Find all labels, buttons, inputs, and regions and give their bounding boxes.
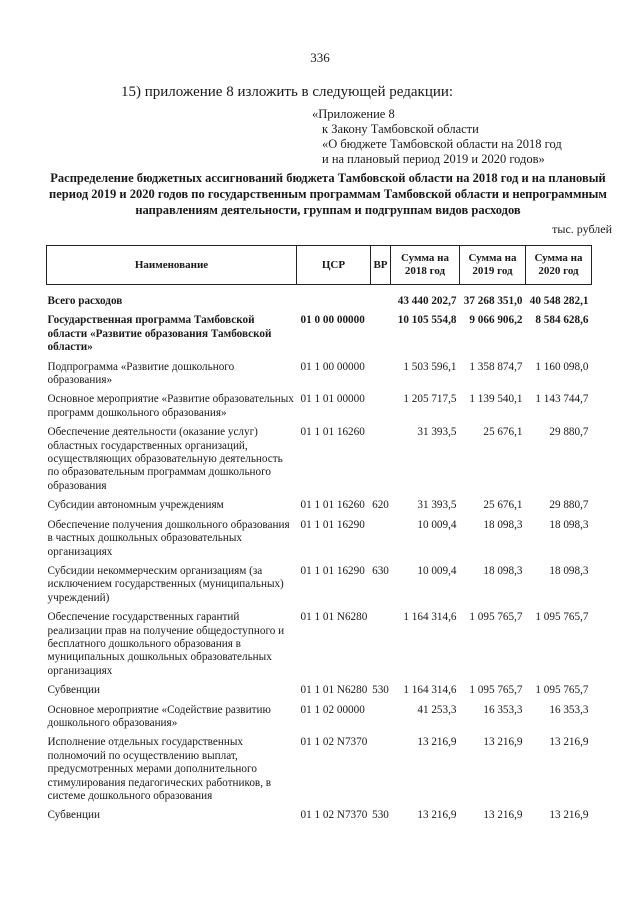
- row-vr: [371, 285, 391, 309]
- row-name: Исполнение отдельных государственных полномочий по осуществлению выплат, предусмотренных мерами дополнительного стимулирования педагогических работников, в системе дошкольного образования: [47, 736, 272, 802]
- row-sum-2019: 9 066 906,2: [469, 314, 523, 327]
- row-vr: 620: [372, 499, 389, 512]
- row-sum-2019: 13 216,9: [483, 736, 523, 749]
- row-csr: 01 0 00 00000: [300, 314, 365, 327]
- row-name: Субвенции: [47, 684, 100, 697]
- table-row: [47, 698, 592, 731]
- header-csr: ЦСР: [297, 246, 371, 285]
- table-row: [47, 308, 592, 354]
- row-sum-2020: 1 095 765,7: [535, 684, 589, 697]
- row-csr: 01 1 02 N7370: [300, 736, 368, 749]
- row-csr: 01 1 01 16290: [300, 518, 365, 531]
- row-sum-2020: 29 880,7: [549, 426, 589, 439]
- appendix-line-4: и на плановый период 2019 и 2020 годов»: [322, 152, 545, 166]
- budget-table: [46, 245, 592, 823]
- row-name: Подпрограмма «Развитие дошкольного образования»: [47, 360, 235, 387]
- row-sum-2019: 37 268 351,0: [463, 295, 523, 307]
- row-sum-2018: 10 009,4: [417, 518, 457, 531]
- page-number: 336: [310, 50, 330, 65]
- row-csr: 01 1 01 16260: [300, 499, 365, 512]
- row-csr: 01 1 01 16260: [300, 426, 365, 439]
- row-sum-2018: 13 216,9: [417, 809, 457, 822]
- row-vr: 530: [372, 809, 389, 822]
- row-sum-2019: 1 358 874,7: [469, 360, 523, 373]
- appendix-line-2: к Закону Тамбовской области: [322, 122, 479, 136]
- row-sum-2020: 18 098,3: [549, 518, 589, 531]
- document-title: Распределение бюджетных ассигнований бюджета Тамбовской области на 2018 год и на плановый период 2019 и 2020 годов по государственным программам Тамбовской области и непрограммным направлениям деятельности, группам и подгруппам видов расходов: [49, 171, 607, 217]
- row-name: Основное мероприятие «Развитие образовательных программ дошкольного образования»: [47, 393, 294, 419]
- row-vr: [371, 355, 391, 388]
- table-row: [47, 803, 592, 822]
- row-name: Субвенции: [47, 809, 100, 822]
- row-vr: [371, 513, 391, 559]
- row-sum-2018: 13 216,9: [417, 736, 457, 749]
- row-sum-2019: 25 676,1: [483, 499, 523, 512]
- intro-text: 15) приложение 8 изложить в следующей редакции:: [121, 84, 454, 100]
- table-row: [47, 513, 592, 559]
- row-csr: 01 1 00 00000: [300, 360, 365, 373]
- row-sum-2019: 25 676,1: [483, 426, 523, 439]
- row-sum-2018: 41 253,3: [417, 703, 457, 716]
- row-vr: 630: [372, 564, 389, 577]
- row-sum-2020: 8 584 628,6: [535, 314, 589, 327]
- row-sum-2020: 1 095 765,7: [535, 611, 589, 624]
- row-vr: [371, 420, 391, 493]
- row-vr: [371, 308, 391, 354]
- table-row: [47, 355, 592, 388]
- row-sum-2019: 1 139 540,1: [469, 393, 523, 406]
- table-row: [47, 605, 592, 678]
- row-sum-2019: 16 353,3: [483, 703, 523, 716]
- appendix-line-3: «О бюджете Тамбовской области на 2018 год: [322, 137, 562, 151]
- row-csr: 01 1 01 00000: [300, 393, 365, 406]
- table-row: [47, 730, 592, 803]
- row-sum-2019: 1 095 765,7: [469, 611, 523, 624]
- row-csr: 01 1 01 16290: [300, 564, 365, 577]
- row-sum-2019: 13 216,9: [483, 809, 523, 822]
- row-sum-2018: 1 164 314,6: [403, 684, 457, 697]
- row-vr: [371, 605, 391, 678]
- appendix-line-1: «Приложение 8: [312, 107, 395, 121]
- row-sum-2018: 1 164 314,6: [403, 611, 457, 624]
- row-name: Всего расходов: [47, 295, 123, 307]
- row-csr: 01 1 02 N7370: [300, 809, 368, 822]
- row-name: Обеспечение получения дошкольного образования в частных дошкольных образовательных организациях: [47, 518, 290, 558]
- row-sum-2020: 13 216,9: [549, 736, 589, 749]
- row-sum-2018: 1 503 596,1: [403, 360, 457, 373]
- row-sum-2020: 1 160 098,0: [535, 360, 589, 373]
- row-sum-2018: 1 205 717,5: [403, 393, 457, 406]
- row-vr: 530: [372, 684, 389, 697]
- row-sum-2020: 29 880,7: [549, 499, 589, 512]
- row-name: Обеспечение государственных гарантий реализации прав на получение общедоступного и бесплатного дошкольного образования в муниципальных дошкольных образовательных организациях: [47, 611, 285, 677]
- header-vr: ВР: [371, 246, 391, 285]
- row-sum-2018: 43 440 202,7: [397, 295, 457, 307]
- appendix-header: [312, 107, 562, 167]
- row-name: Основное мероприятие «Содействие развитию дошкольного образования»: [47, 703, 271, 729]
- row-sum-2020: 16 353,3: [549, 703, 589, 716]
- row-sum-2018: 31 393,5: [417, 499, 457, 512]
- row-name: Обеспечение деятельности (оказание услуг) областных государственных организаций, осуществляющих образовательную деятельность по образовательным программам дошкольного образования: [47, 426, 283, 492]
- row-csr: 01 1 01 N6280: [300, 611, 368, 624]
- table-row: [47, 678, 592, 697]
- row-sum-2020: 40 548 282,1: [529, 295, 589, 307]
- table-header-row: [47, 246, 592, 285]
- row-name: Государственная программа Тамбовской области «Развитие образования Тамбовской области»: [47, 314, 272, 354]
- row-sum-2020: 1 143 744,7: [535, 393, 589, 406]
- header-sum-2019: Сумма на 2019 год: [460, 246, 526, 285]
- header-sum-2018: Сумма на 2018 год: [391, 246, 460, 285]
- row-sum-2018: 31 393,5: [417, 426, 457, 439]
- row-csr: [297, 285, 371, 309]
- row-vr: [371, 387, 391, 420]
- row-sum-2020: 13 216,9: [549, 809, 589, 822]
- row-sum-2019: 18 098,3: [483, 518, 523, 531]
- row-vr: [371, 698, 391, 731]
- table-row: [47, 493, 592, 512]
- table-row: [47, 559, 592, 605]
- row-sum-2019: 18 098,3: [483, 564, 523, 577]
- table-row: [47, 285, 592, 309]
- table-row: [47, 387, 592, 420]
- row-sum-2018: 10 009,4: [417, 564, 457, 577]
- row-sum-2020: 18 098,3: [549, 564, 589, 577]
- header-name: Наименование: [47, 246, 297, 285]
- row-sum-2019: 1 095 765,7: [469, 684, 523, 697]
- row-csr: 01 1 02 00000: [300, 703, 365, 716]
- row-name: Субсидии некоммерческим организациям (за исключением государственных (муниципальных) учреждений): [47, 564, 284, 604]
- row-sum-2018: 10 105 554,8: [397, 314, 457, 327]
- table-row: [47, 420, 592, 493]
- row-vr: [371, 730, 391, 803]
- row-csr: 01 1 01 N6280: [300, 684, 368, 697]
- header-sum-2020: Сумма на 2020 год: [526, 246, 592, 285]
- units-label: тыс. рублей: [552, 222, 612, 236]
- row-name: Субсидии автономным учреждениям: [47, 499, 224, 512]
